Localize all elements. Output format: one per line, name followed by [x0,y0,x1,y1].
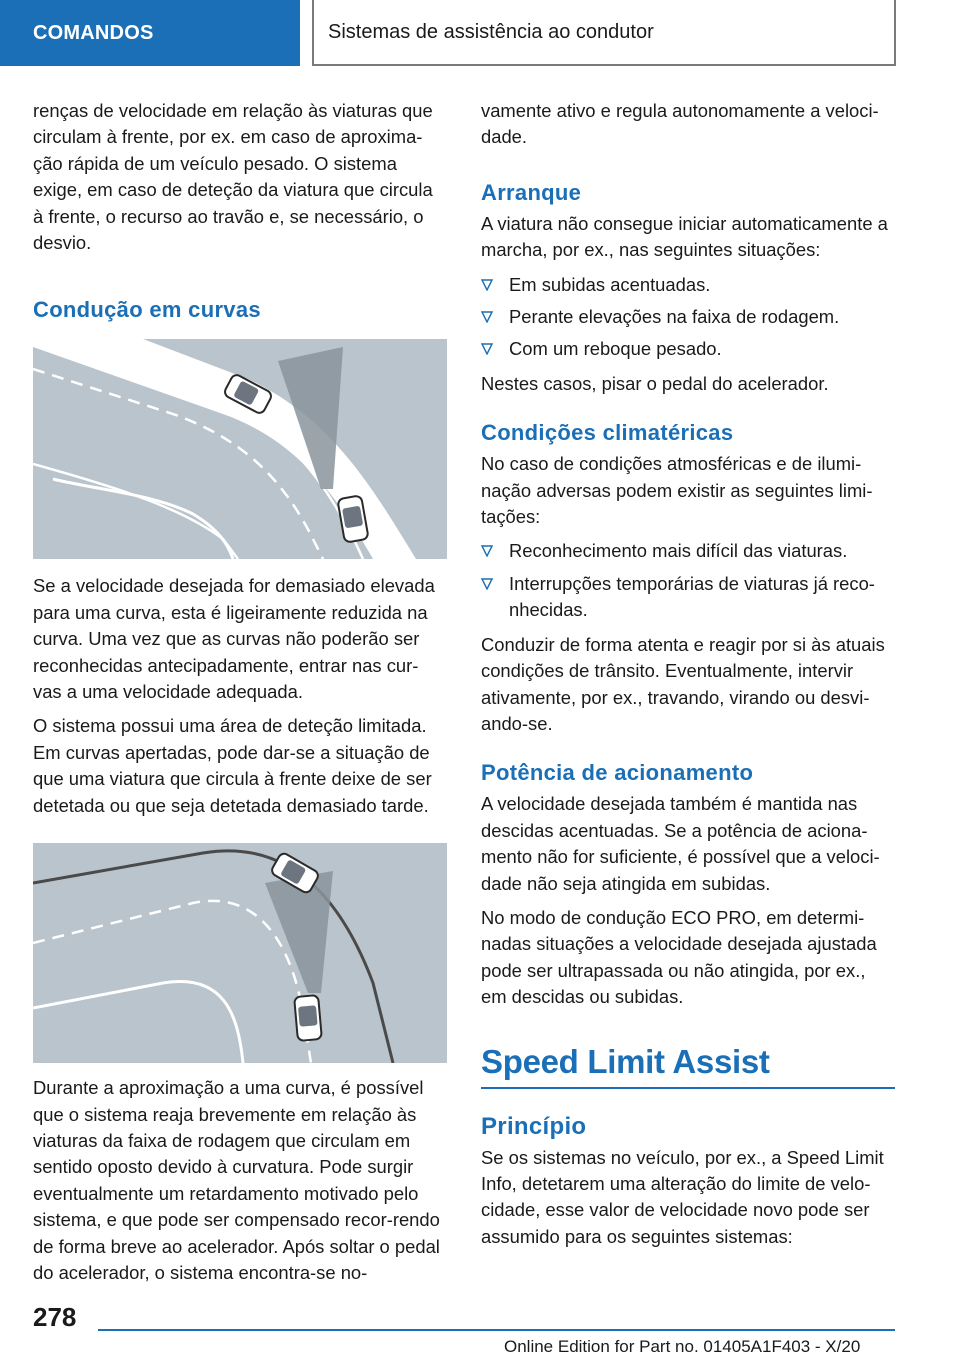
triangle-bullet-icon [481,578,493,590]
heading-speed-limit-assist: Speed Limit Assist [481,1042,770,1080]
paragraph-weather: No caso de condições atmosféricas e de ilumi-nação adversas podem existir as seguintes limi-tações: [481,453,873,528]
paragraph-curve-1: Se a velocidade desejada for demasiado elevada para uma curva, esta é ligeiramente reduzida na curva. Uma vez que as curvas não poderão ser reconhecidas antecipadamente, entrar nas cur-vas a uma velocidade adequada. [33,575,435,703]
section-tab: COMANDOS [0,0,300,66]
paragraph-curve-2: O sistema possui uma área de deteção limitada. Em curvas apertadas, pode dar-se a situação de que uma viatura que circula à frente deixe de ser detetada ou que seja detetada demasiado tarde. [33,715,432,816]
edition-note: Online Edition for Part no. 01405A1F403 - X/20 [504,1337,861,1356]
footer-divider [98,1329,895,1331]
start-list [481,272,895,363]
page-number: 278 [33,1302,77,1332]
heading-start: Arranque [481,179,582,205]
paragraph-start-2: Nestes casos, pisar o pedal do acelerador. [481,372,829,394]
triangle-bullet-icon [481,343,493,355]
list-item: Perante elevações na faixa de rodagem. [481,304,895,330]
weather-list [481,538,895,623]
left-column [33,98,447,1294]
heading-curves: Condução em curvas [33,297,261,323]
paragraph-power-2: No modo de condução ECO PRO, em determi-nadas situações a velocidade desejada ajustada pode ser ultrapassada ou não atingida, por ex., em descidas ou subidas. [481,906,877,1008]
paragraph-principle: Se os sistemas no veículo, por ex., a Speed Limit Info, detetarem uma alteração do limite de velo-cidade, esse valor de velocidade novo pode ser assumido para os seguintes sistemas: [481,1146,884,1247]
curve-illustration-2 [33,843,447,1063]
paragraph-weather-2: Conduzir de forma atenta e reagir por si às atuais condições de trânsito. Eventualmente, intervir ativamente, por ex., travando, virando ou desvi-ando-se. [481,633,885,734]
list-item: Reconhecimento mais difícil das viaturas. [481,538,895,564]
triangle-bullet-icon [481,311,493,323]
right-column [481,98,895,1258]
heading-principle: Princípio [481,1112,587,1140]
paragraph-power-1: A velocidade desejada também é mantida nas descidas acentuadas. Se a potência de aciona-mento não for suficiente, é possível que a veloci-dade não seja atingida em subidas. [481,793,880,894]
list-item: Em subidas acentuadas. [481,272,895,298]
page-header [0,0,960,66]
list-item: Com um reboque pesado. [481,336,895,362]
paragraph-intro: renças de velocidade em relação às viaturas que circulam à frente, por ex. em caso de aproxima-ção rápida de um veículo pesado. O sistema exige, em caso de deteção da viatura que circula à frente, o recurso ao travão e, se necessário, o desvio. [33,100,433,254]
paragraph-start: A viatura não consegue iniciar automaticamente a marcha, por ex., nas seguintes situações: [481,212,888,261]
chapter-title: Sistemas de assistência ao condutor [312,0,896,66]
heading-weather: Condições climatéricas [481,420,734,446]
curve-illustration-1 [33,339,447,559]
triangle-bullet-icon [481,279,493,291]
list-item: Interrupções temporárias de viaturas já reco-nhecidas. [481,571,895,624]
paragraph-continued: vamente ativo e regula autonomamente a veloci-dade. [481,100,879,148]
triangle-bullet-icon [481,545,493,557]
paragraph-curve-3: Durante a aproximação a uma curva, é possível que o sistema reaja brevemente em relação às viaturas da faixa de rodagem que circulam em sentido oposto devido à curvatura. Pode surgir eventualmente um retardamento motivado pelo sistema, e que pode ser compensado recor-rendo de forma breve ao acelerador. Após soltar o pedal do acelerador, o sistema encontra-se no- [33,1077,440,1283]
heading-underline [481,1087,895,1089]
heading-power: Potência de acionamento [481,760,754,786]
